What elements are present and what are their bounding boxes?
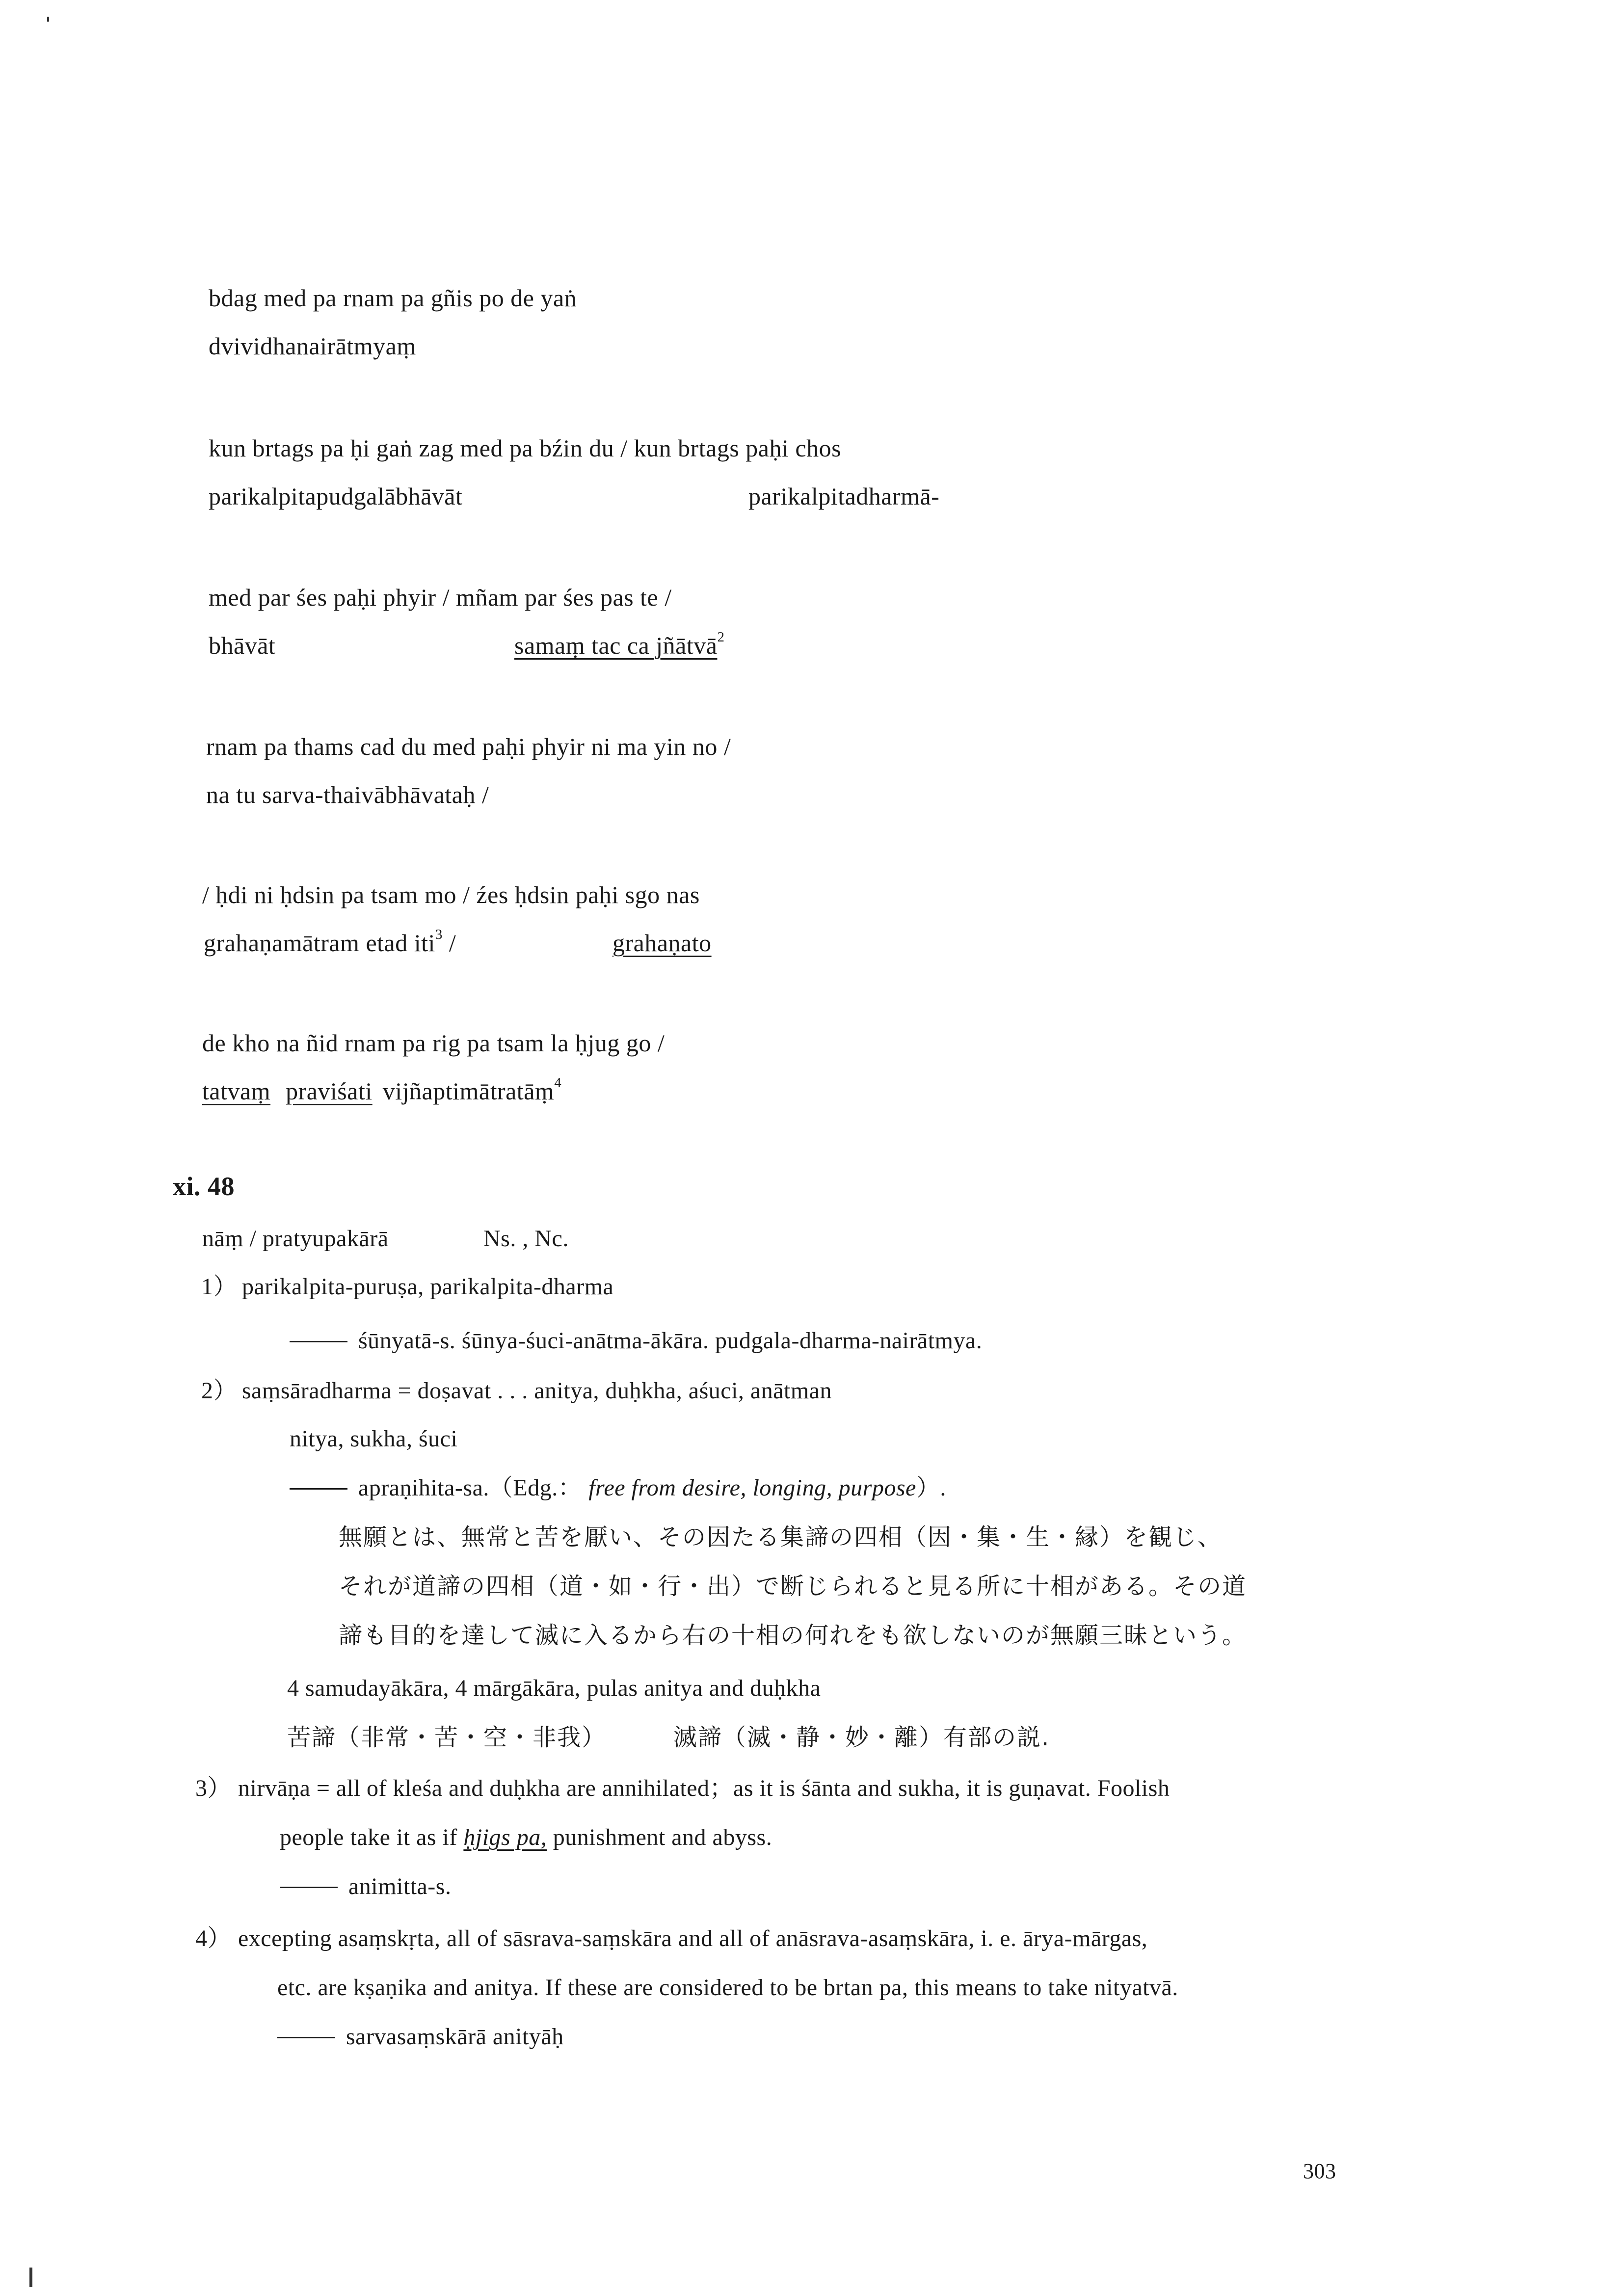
item-1-line-1: parikalpita-puruṣa, parikalpita-dharma	[242, 1274, 614, 1300]
verse-6-sanskrit-b: praviśati	[286, 1077, 373, 1105]
item-4-line-3-wrap	[277, 2025, 564, 2049]
item-2-japanese-3: 諦も目的を達して滅に入るから右の十相の何れをも欲しないのが無願三昧という。	[339, 1622, 1247, 1649]
verse-2-sanskrit-a: parikalpitapudgalābhāvāt	[209, 482, 463, 510]
section-heading: xi. 48	[173, 1172, 235, 1201]
item-2-line-3-post: ）.	[916, 1475, 946, 1501]
item-2-line-1: saṃsāradharma = doṣavat . . . anitya, duḥkha, aśuci, anātman	[242, 1378, 832, 1404]
item-2-line-3-wrap	[290, 1476, 946, 1500]
item-2-number: 2）	[201, 1378, 238, 1404]
item-2-japanese-4a: 苦諦（非常・苦・空・非我）	[287, 1724, 607, 1751]
scan-mark-bottom	[29, 2268, 32, 2287]
item-3-line-2-wrap	[280, 1826, 772, 1849]
footnote-4: 4	[554, 1075, 562, 1091]
item-2-line-3-pre: apraṇihita-sa.（Edg.：	[358, 1475, 582, 1501]
item-3-line-3-wrap	[280, 1875, 451, 1898]
verse-4-tibetan: rnam pa thams cad du med paḥi phyir ni ma yin no /	[206, 733, 731, 760]
item-3-line-1: nirvāṇa = all of kleśa and duḥkha are annihilated；as it is śānta and sukha, it is guṇavat. Foolish	[238, 1775, 1170, 1801]
footnote-2: 2	[717, 629, 725, 645]
item-1-line-2-wrap	[290, 1329, 982, 1353]
verse-1-tibetan: bdag med pa rnam pa gñis po de yaṅ	[209, 284, 577, 312]
verse-6-sanskrit-c: vijñaptimātratāṃ	[376, 1077, 555, 1105]
section-intro: nāṃ / pratyupakārā	[202, 1226, 389, 1252]
em-dash-rule	[277, 2037, 335, 2038]
item-1-number: 1）	[201, 1274, 238, 1300]
item-3-line-2-pre: people take it as if	[280, 1824, 464, 1850]
item-2-japanese-4b: 滅諦（滅・静・妙・離）有部の説.	[673, 1724, 1050, 1751]
item-4-line-1: excepting asaṃskṛta, all of sāsrava-saṃskāra and all of anāsrava-asaṃskāra, i. e. ārya-mārgas,	[238, 1925, 1148, 1951]
item-2-line-4: 4 samudayākāra, 4 mārgākāra, pulas anitya and duḥkha	[287, 1675, 821, 1701]
section-intro-refs: Ns. , Nc.	[483, 1226, 569, 1252]
verse-3-sanskrit-b: samaṃ tac ca jñātvā	[514, 632, 718, 659]
verse-5-tibetan: / ḥdi ni ḥdsin pa tsam mo / źes ḥdsin paḥi sgo nas	[202, 881, 700, 908]
item-2-line-3-italic: free from desire, longing, purpose	[588, 1475, 916, 1501]
item-3-line-3: animitta-s.	[348, 1873, 452, 1899]
item-4-line-3: sarvasaṃskārā anityāḥ	[346, 2024, 564, 2050]
verse-2-tibetan: kun brtags pa ḥi gaṅ zag med pa bźin du / kun brtags paḥi chos	[209, 434, 842, 462]
item-3-line-2-post: punishment and abyss.	[547, 1824, 772, 1850]
footnote-3: 3	[435, 927, 443, 943]
verse-1-sanskrit: dvividhanairātmyaṃ	[209, 332, 416, 360]
item-2-japanese-1: 無願とは、無常と苦を厭い、その因たる集諦の四相（因・集・生・縁）を観じ、	[339, 1523, 1223, 1551]
item-3-line-2-italic: ḥjigs pa,	[463, 1824, 547, 1850]
item-4-number: 4）	[195, 1925, 232, 1951]
em-dash-rule	[280, 1887, 338, 1888]
item-2-line-2: nitya, sukha, śuci	[290, 1426, 458, 1452]
em-dash-rule	[290, 1341, 347, 1342]
em-dash-rule	[290, 1488, 347, 1490]
verse-6-sanskrit-a: tatvaṃ	[202, 1077, 271, 1105]
item-3-number: 3）	[195, 1775, 232, 1801]
scan-mark-top	[47, 17, 49, 22]
verse-2-sanskrit-b: parikalpitadharmā-	[748, 482, 940, 510]
page-number: 303	[1303, 2159, 1336, 2183]
verse-5-sanskrit-b: grahaṇato	[612, 929, 712, 957]
verse-6-sanskrit-wrap	[202, 1075, 562, 1105]
verse-4-sanskrit: na tu sarva-thaivābhāvataḥ /	[206, 781, 489, 808]
verse-6-tibetan: de kho na ñid rnam pa rig pa tsam la ḥjug go /	[202, 1029, 665, 1057]
verse-3-sanskrit-a: bhāvāt	[209, 632, 276, 659]
verse-3-sanskrit-b-wrap	[514, 629, 725, 659]
item-1-line-2: śūnyatā-s. śūnya-śuci-anātma-ākāra. pudgala-dharma-nairātmya.	[358, 1328, 983, 1354]
item-2-japanese-2: それが道諦の四相（道・如・行・出）で断じられると見る所に十相がある。その道	[339, 1573, 1247, 1600]
verse-5-slash: /	[442, 929, 456, 957]
verse-5-sanskrit-a: grahaṇamātram etad iti	[204, 929, 435, 957]
item-4-line-2: etc. are kṣaṇika and anitya. If these are considered to be brtan pa, this means to take nityatvā.	[277, 1975, 1178, 2001]
verse-5-sanskrit-a-wrap	[204, 927, 456, 957]
verse-3-tibetan: med par śes paḥi phyir / mñam par śes pas te /	[209, 584, 672, 611]
